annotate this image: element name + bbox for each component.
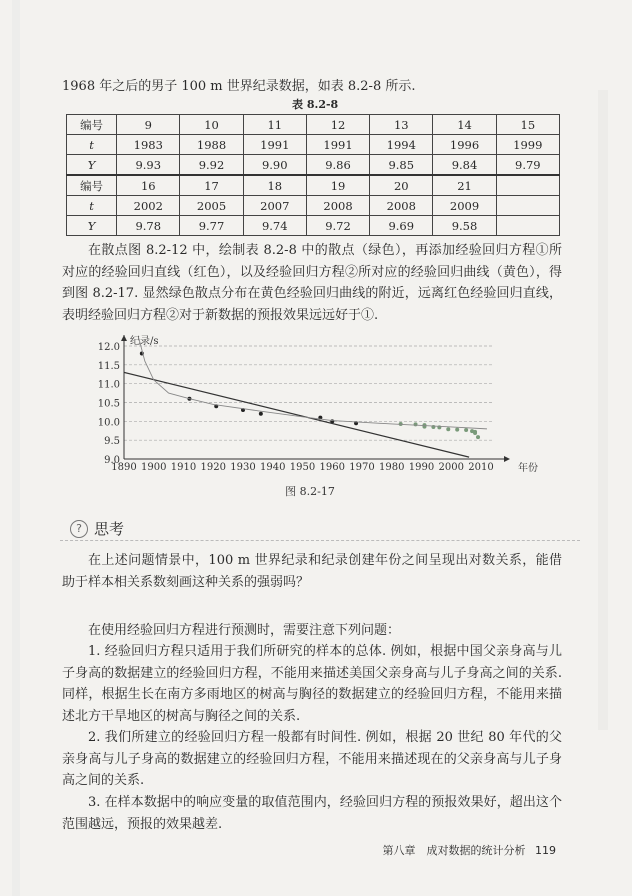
table-cell: 17 xyxy=(180,175,243,196)
row-label: 编号 xyxy=(67,115,117,135)
row-label: t xyxy=(67,135,117,155)
data-point xyxy=(455,428,459,432)
table-cell: 12 xyxy=(306,115,369,135)
y-tick-label: 10.0 xyxy=(97,417,120,429)
paragraph-notes: 在使用经验回归方程进行预测时，需要注意下列问题： xyxy=(88,623,401,638)
y-tick-label: 11.5 xyxy=(97,360,120,372)
row-label: Y xyxy=(67,155,117,176)
paragraph-scatter: 在散点图 8.2-12 中，绘制表 8.2-8 中的散点（绿色），再添加经验回归方程①所对应的经验回归直线（红色），以及经验回归方程②所对应的经验回归曲线（黄色），得到图 8.2-17. 显然绿色散点分布在黄色经验回归曲线的附近，远离红色经验回归直线，表明经验回归方程②对于新数据的预报效果远远好于①. xyxy=(62,243,562,323)
table-cell: 14 xyxy=(433,115,496,135)
watermark-bar xyxy=(598,90,608,730)
x-axis-label: 年份 xyxy=(518,463,538,474)
x-tick-label: 1980 xyxy=(379,462,405,473)
table-cell: 2008 xyxy=(306,196,369,216)
data-point xyxy=(259,412,263,416)
table-cell: 2005 xyxy=(180,196,243,216)
question-icon: ? xyxy=(70,520,88,538)
table-cell: 9.90 xyxy=(243,155,306,176)
data-point xyxy=(473,431,477,435)
table-cell: 9.86 xyxy=(306,155,369,176)
page-footer xyxy=(383,842,557,858)
table-cell xyxy=(496,196,559,216)
table-cell: 9.78 xyxy=(117,216,180,236)
table-row xyxy=(67,135,560,155)
table-cell: 18 xyxy=(243,175,306,196)
table-cell: 19 xyxy=(306,175,369,196)
table-cell: 21 xyxy=(433,175,496,196)
y-tick-label: 9.0 xyxy=(104,455,120,466)
x-tick-label: 1990 xyxy=(408,462,435,473)
table-caption: 表 8.2-8 xyxy=(292,98,339,111)
think-title: 思考 xyxy=(94,520,125,538)
table-cell: 10 xyxy=(180,115,243,135)
x-tick-label: 2010 xyxy=(468,462,494,473)
data-point xyxy=(414,422,418,426)
x-tick-label: 2000 xyxy=(438,462,464,473)
table-cell: 9.79 xyxy=(496,155,559,176)
y-tick-label: 9.5 xyxy=(104,436,120,448)
table-cell: 11 xyxy=(243,115,306,135)
row-label: Y xyxy=(67,216,117,236)
table-cell: 20 xyxy=(370,175,433,196)
think-box xyxy=(60,518,580,542)
table-cell: 15 xyxy=(496,115,559,135)
y-tick-label: 11.0 xyxy=(97,379,120,391)
x-tick-label: 1930 xyxy=(230,462,256,473)
row-label: t xyxy=(67,196,117,216)
table-cell: 1996 xyxy=(433,135,496,155)
x-tick-label: 1970 xyxy=(349,462,375,473)
data-point xyxy=(464,428,468,432)
table-cell: 1983 xyxy=(117,135,180,155)
table-cell: 9.77 xyxy=(180,216,243,236)
x-axis-arrow xyxy=(504,456,510,462)
table-row xyxy=(67,115,560,135)
table-cell: 9.84 xyxy=(433,155,496,176)
table-cell: 2009 xyxy=(433,196,496,216)
table-cell: 2002 xyxy=(117,196,180,216)
table-row xyxy=(67,175,560,196)
table-cell: 9.92 xyxy=(180,155,243,176)
table-cell: 13 xyxy=(370,115,433,135)
table-cell: 2008 xyxy=(370,196,433,216)
table-row xyxy=(67,155,560,176)
table-cell: 16 xyxy=(117,175,180,196)
note-item-2: 2. 我们所建立的经验回归方程一般都有时间性. 例如，根据 20 世纪 80 年代的父亲身高与儿子身高的数据建立的经验回归方程，不能用来描述现在的父亲身高与儿子身高之间的关系. xyxy=(62,730,562,788)
table-cell: 9.72 xyxy=(306,216,369,236)
data-point xyxy=(446,427,450,431)
table-cell: 9.58 xyxy=(433,216,496,236)
table-cell: 1988 xyxy=(180,135,243,155)
x-tick-label: 1900 xyxy=(141,462,167,473)
table-cell: 1991 xyxy=(243,135,306,155)
y-axis-label: 纪录/s xyxy=(130,336,159,347)
x-tick-label: 1890 xyxy=(111,462,137,473)
x-tick-label: 1920 xyxy=(200,462,226,473)
note-item-1: 1. 经验回归方程只适用于我们所研究的样本的总体. 例如，根据中国父亲身高与儿子身高的数据建立的经验回归方程，不能用来描述美国父亲身高与儿子身高之间的关系. 同样，根据生长在南方多雨地区的树高与胸径的数据建立的经验回归方程，不能用来描述北方干旱地区的树高与胸径之间的关系. xyxy=(62,644,562,724)
table-row xyxy=(67,196,560,216)
table-cell: 9.74 xyxy=(243,216,306,236)
row-label: 编号 xyxy=(67,175,117,196)
intro-text: 1968 年之后的男子 100 m 世界纪录数据，如表 8.2-8 所示. xyxy=(62,79,416,94)
table-cell: 2007 xyxy=(243,196,306,216)
note-item-3: 3. 在样本数据中的响应变量的取值范围内，经验回归方程的预报效果好，超出这个范围越远，预报的效果越差. xyxy=(62,795,562,832)
data-point xyxy=(476,435,480,439)
records-table xyxy=(66,114,560,236)
table-cell: 9.93 xyxy=(117,155,180,176)
x-tick-label: 1940 xyxy=(260,462,286,473)
table-cell: 1991 xyxy=(306,135,369,155)
chapter-title: 第八章 成对数据的统计分析 xyxy=(382,844,526,857)
x-tick-label: 1950 xyxy=(289,462,316,473)
table-cell: 9.85 xyxy=(370,155,433,176)
table-row xyxy=(67,216,560,236)
think-text: 在上述问题情景中，100 m 世界纪录和纪录创建年份之间呈现出对数关系，能借助于样本相关系数刻画这种关系的强弱吗？ xyxy=(62,553,562,590)
x-tick-label: 1910 xyxy=(170,462,197,473)
y-tick-label: 12.0 xyxy=(97,342,120,353)
x-tick-label: 1960 xyxy=(319,462,345,473)
record-chart xyxy=(80,335,540,515)
y-tick-label: 10.5 xyxy=(97,398,120,410)
table-cell: 9 xyxy=(117,115,180,135)
page-number: 119 xyxy=(535,844,556,857)
table-cell: 9.69 xyxy=(370,216,433,236)
watermark-bar xyxy=(12,0,20,896)
divider xyxy=(60,540,580,541)
table-cell xyxy=(496,216,559,236)
figure-caption: 图 8.2-17 xyxy=(285,485,335,498)
table-cell xyxy=(496,175,559,196)
table-cell: 1994 xyxy=(370,135,433,155)
regression-line xyxy=(124,372,469,457)
table-cell: 1999 xyxy=(496,135,559,155)
y-axis-arrow xyxy=(121,335,127,341)
